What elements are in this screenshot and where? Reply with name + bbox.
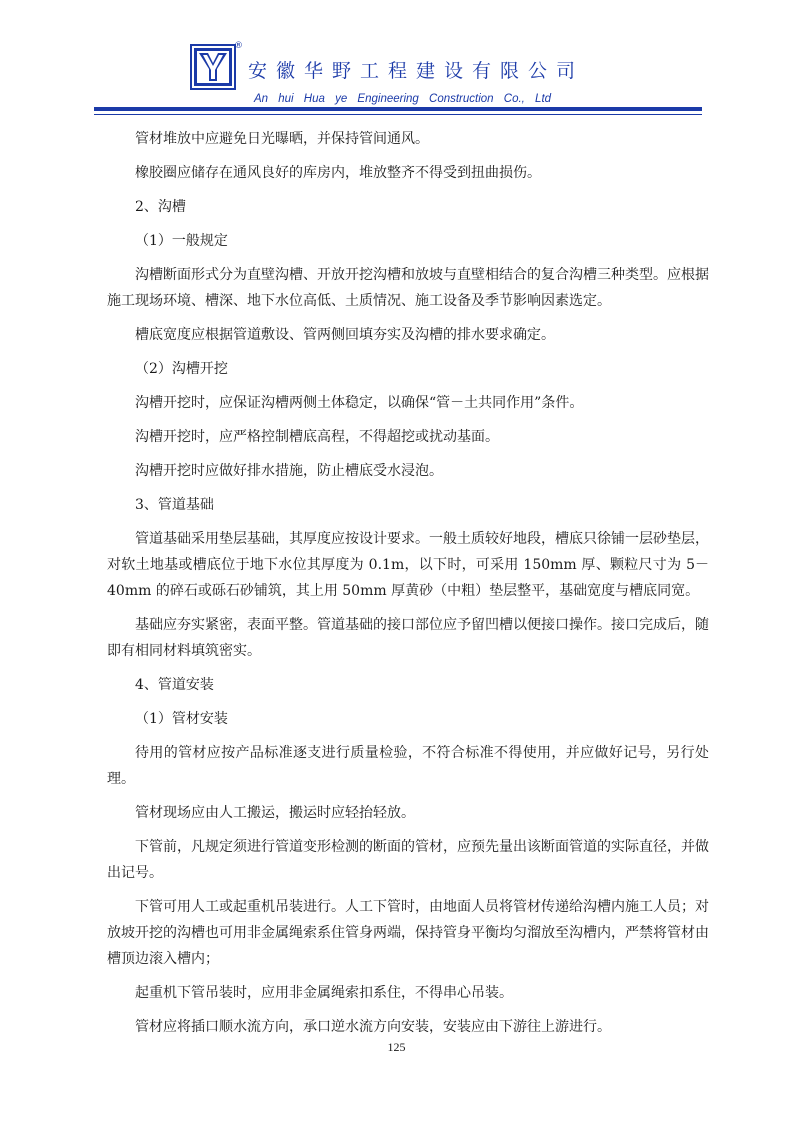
paragraph: 下管可用人工或起重机吊装进行。人工下管时，由地面人员将管材传递给沟槽内施工人员；对放坡开挖的沟槽也可用非金属绳索系住管身两端，保持管身平衡均匀溜放至沟槽内，严禁将管材由槽顶边滚入槽内； [107,899,709,967]
paragraph: 基础应夯实紧密，表面平整。管道基础的接口部位应予留凹槽以便接口操作。接口完成后，随即有相同材料填筑密实。 [107,617,709,659]
paragraph: 槽底宽度应根据管道敷设、管两侧回填夯实及沟槽的排水要求确定。 [135,327,555,343]
section-heading: 3、管道基础 [135,497,214,513]
paragraph: 橡胶圈应储存在通风良好的库房内，堆放整齐不得受到扭曲损伤。 [135,165,541,181]
paragraph: 待用的管材应按产品标准逐支进行质量检验，不符合标准不得使用，并应做好记号，另行处理。 [107,745,709,787]
paragraph: 管材现场应由人工搬运，搬运时应轻抬轻放。 [135,805,415,821]
company-name-en: An hui Hua ye Engineering Construction Co., Ltd [254,93,552,105]
subsection-heading: （1）管材安装 [135,711,228,727]
page-header [0,0,793,122]
document-body [107,126,709,1048]
paragraph: 沟槽开挖时应做好排水措施，防止槽底受水浸泡。 [135,463,443,479]
section-heading: 4、管道安装 [135,677,214,693]
company-name-cn: 安徽华野工程建设有限公司 [248,60,585,82]
header-rule-thin [94,114,702,115]
paragraph: 起重机下管吊装时，应用非金属绳索扣系住，不得串心吊装。 [135,985,513,1001]
page-number: 125 [387,1040,406,1054]
paragraph: 管道基础采用垫层基础，其厚度应按设计要求。一般土质较好地段，槽底只徐铺一层砂垫层，对软土地基或槽底位于地下水位其厚度为 0.1m，以下时，可采用 150mm 厚、颗粒尺寸为 5－40mm 的碎石或砾石砂铺筑，其上用 50mm 厚黄砂（中粗）垫层整平，基础宽度与槽底同宽。 [107,531,709,599]
section-heading: 2、沟槽 [135,199,186,215]
paragraph: 沟槽断面形式分为直壁沟槽、开放开挖沟槽和放坡与直壁相结合的复合沟槽三种类型。应根据施工现场环境、槽深、地下水位高低、土质情况、施工设备及季节影响因素选定。 [107,267,709,309]
paragraph: 沟槽开挖时，应严格控制槽底高程，不得超挖或扰动基面。 [135,429,499,445]
paragraph: 下管前，凡规定须进行管道变形检测的断面的管材，应预先量出该断面管道的实际直径，并做出记号。 [107,839,709,881]
subsection-heading: （1）一般规定 [135,233,228,249]
paragraph: 管材堆放中应避免日光曝晒，并保持管间通风。 [135,131,429,147]
paragraph: 沟槽开挖时，应保证沟槽两侧土体稳定，以确保“管－土共同作用”条件。 [135,395,584,411]
registered-trademark: ® [234,41,243,51]
company-logo-icon [190,44,236,90]
header-rule-thick [94,107,702,111]
paragraph: 管材应将插口顺水流方向，承口逆水流方向安装，安装应由下游往上游进行。 [135,1019,611,1035]
subsection-heading: （2）沟槽开挖 [135,361,228,377]
